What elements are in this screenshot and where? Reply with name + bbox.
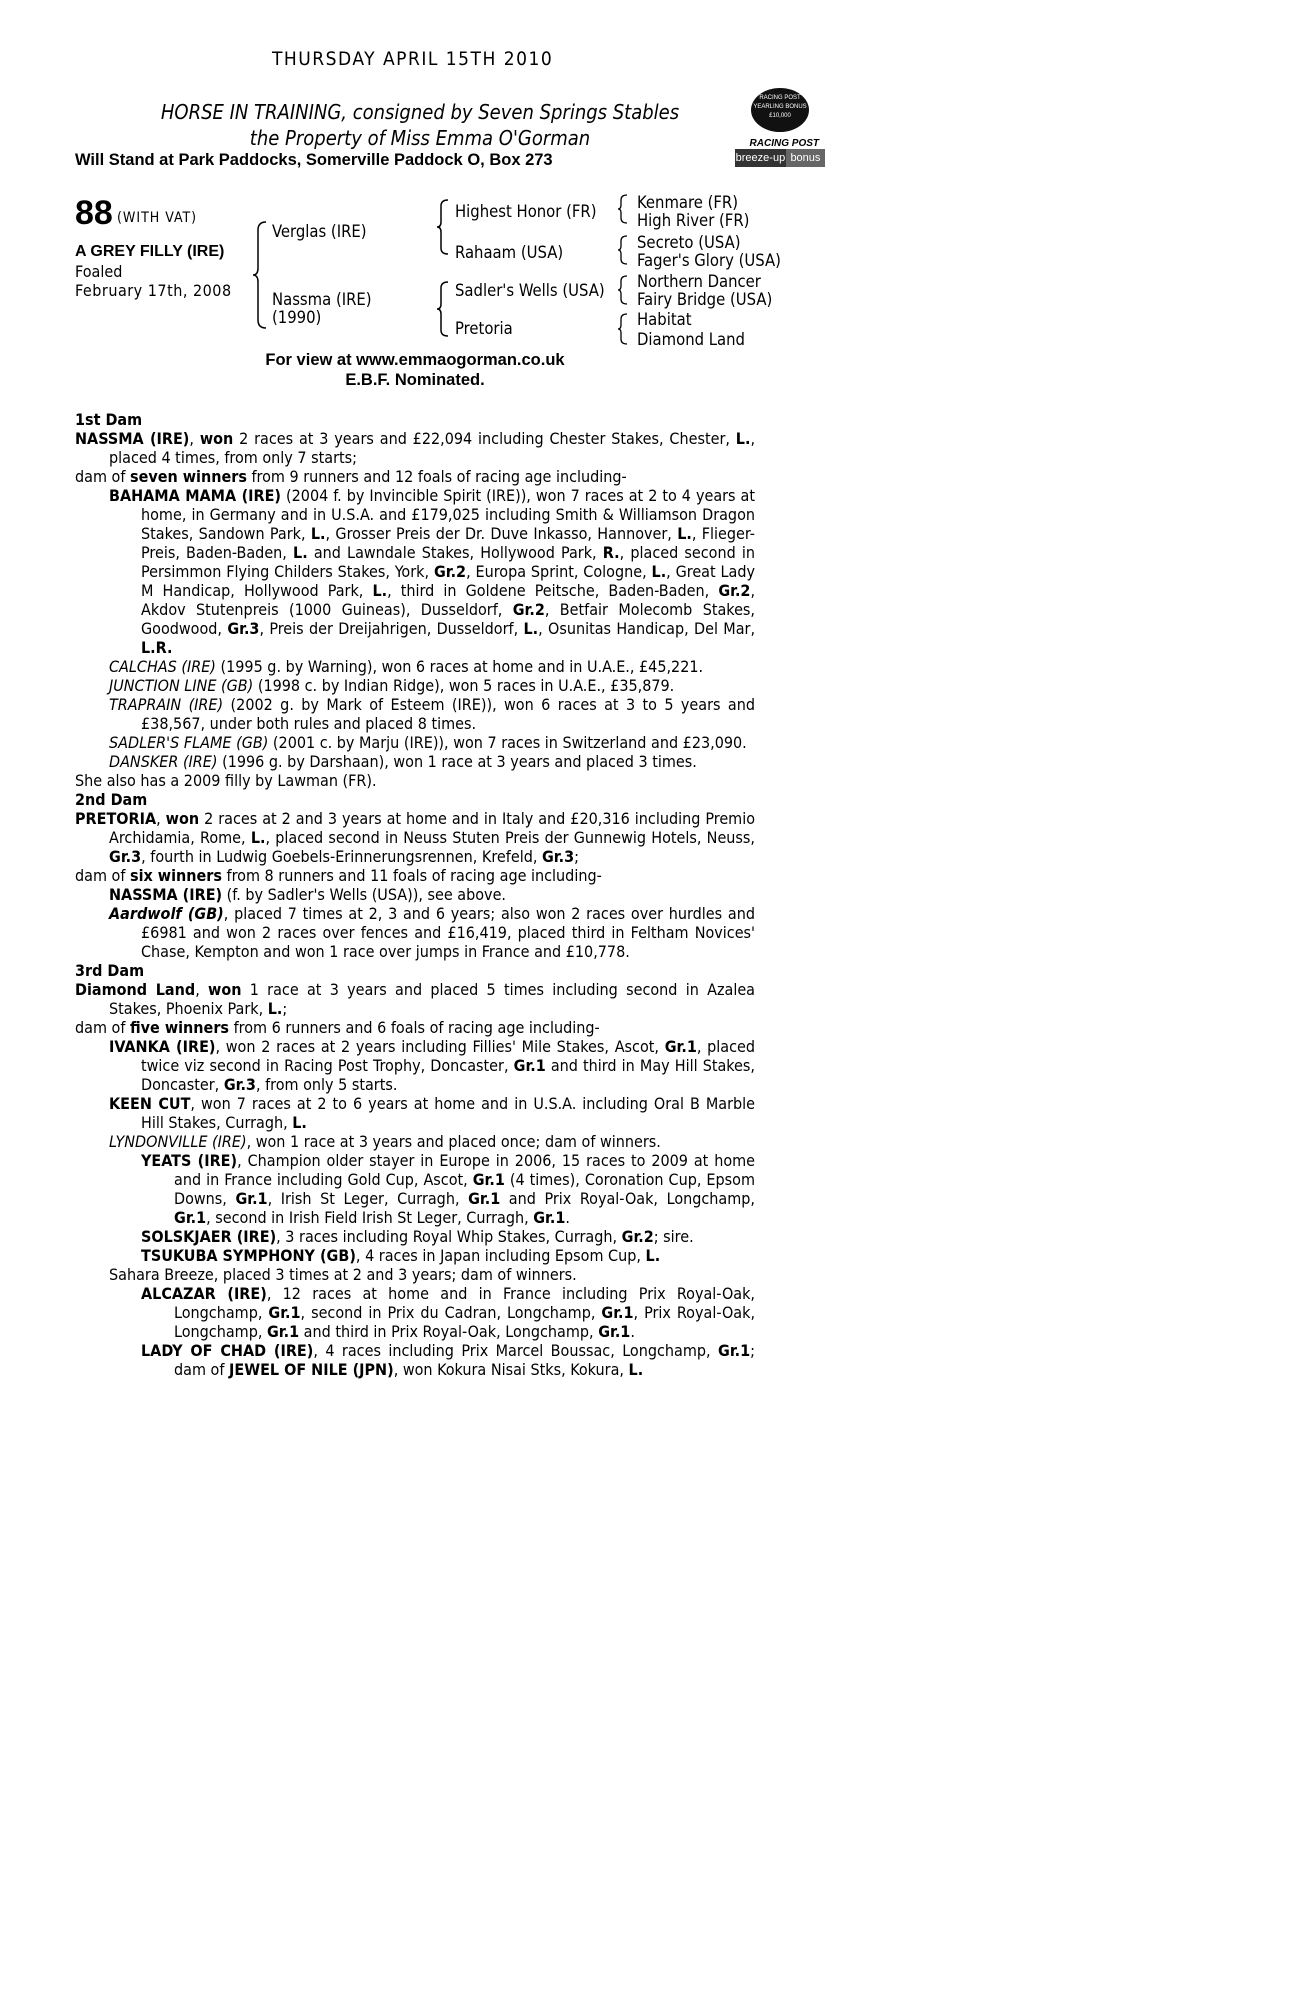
pedigree-brace-ss: [617, 194, 629, 224]
pedigree-sire-sire: Highest Honor (FR): [455, 202, 597, 221]
produce-bahama-mama: BAHAMA MAMA (IRE) (2004 f. by Invincible Spirit (IRE)), won 7 races at 2 to 4 years at home, in Germany and in U.S.A. and £179,025 including Smith & Williamson Dragon Stakes, Sandown Park, L., Grosser Preis der Dr. Duve Inkasso, Hannover, L., Flieger-Preis, Baden-Baden, L. and Lawndale Stakes, Hollywood Park, R., placed second in Persimmon Flying Childers Stakes, York, Gr.2, Europa Sprint, Cologne, L., Great Lady M Handicap, Hollywood Park, L., third in Goldene Peitsche, Baden-Baden, Gr.2, Akdov Stutenpreis (1000 Guineas), Dusseldorf, Gr.2, Betfair Molecomb Stakes, Goodwood, Gr.3, Preis der Dreijahrigen, Dusseldorf, L., Osunitas Handicap, Del Mar, L.R.: [109, 486, 756, 657]
dam1-note: She also has a 2009 filly by Lawman (FR).: [75, 771, 377, 790]
pedigree-brace-ds: [617, 275, 629, 305]
pedigree-sdd: Fager's Glory (USA): [637, 251, 781, 270]
bonus-label: bonus: [786, 149, 825, 167]
produce-aardwolf: Aardwolf (GB), placed 7 times at 2, 3 and 6 years; also won 2 races over hurdles and £6981 and won 2 races over fences and £16,419, placed third in Feltham Novices' Chase, Kempton and won 1 race over jumps in France and £10,778.: [109, 904, 755, 961]
pedigree-dss: Northern Dancer: [637, 272, 761, 291]
dam2-produce: dam of six winners from 8 runners and 11 foals of racing age including-: [75, 866, 602, 885]
produce-sadlers-flame: SADLER'S FLAME (GB) (2001 c. by Marju (IRE)), won 7 races in Switzerland and £23,090.: [109, 733, 747, 752]
dam2-title: 2nd Dam: [75, 790, 148, 809]
pedigree-brace-sd: [617, 235, 629, 265]
pedigree-dam-year: (1990): [272, 308, 322, 327]
pedigree-brace-dd: [617, 313, 629, 345]
dam3-title: 3rd Dam: [75, 961, 145, 980]
produce-calchas: CALCHAS (IRE) (1995 g. by Warning), won 6 races at home and in U.A.E., £45,221.: [109, 657, 704, 676]
yearling-bonus-badge-icon: RACING POST YEARLING BONUS £10,000: [751, 88, 809, 132]
pedigree-dam-sire: Sadler's Wells (USA): [455, 281, 605, 300]
racing-post-wordmark: RACING POST: [749, 138, 819, 149]
pedigree-ddd: Diamond Land: [637, 330, 745, 349]
produce-solskjaer: SOLSKJAER (IRE), 3 races including Royal Whip Stakes, Curragh, Gr.2; sire.: [141, 1227, 694, 1246]
foaled-label: Foaled: [75, 262, 123, 281]
pedigree-ssd: High River (FR): [637, 211, 750, 230]
breeze-up-label: breeze-up: [735, 149, 786, 167]
pedigree-brace-dam: [436, 280, 450, 338]
pedigree-dam-dam: Pretoria: [455, 319, 513, 338]
produce-yeats: YEATS (IRE), Champion older stayer in Europe in 2006, 15 races to 2009 at home and in France including Gold Cup, Ascot, Gr.1 (4 times), Coronation Cup, Epsom Downs, Gr.1, Irish St Leger, Curragh, Gr.1 and Prix Royal-Oak, Longchamp, Gr.1, second in Irish Field Irish St Leger, Curragh, Gr.1.: [141, 1151, 756, 1227]
dam1-title: 1st Dam: [75, 410, 143, 429]
owner-line: the Property of Miss Emma O'Gorman: [249, 126, 591, 150]
produce-traprain: TRAPRAIN (IRE) (2002 g. by Mark of Esteem (IRE)), won 6 races at 3 to 5 years and £38,567, under both rules and placed 8 times.: [109, 695, 755, 733]
produce-alcazar: ALCAZAR (IRE), 12 races at home and in France including Prix Royal-Oak, Longchamp, Gr.1, second in Prix du Cadran, Longchamp, Gr.1, Prix Royal-Oak, Longchamp, Gr.1 and third in Prix Royal-Oak, Longchamp, Gr.1.: [141, 1284, 756, 1341]
dam1-produce: dam of seven winners from 9 runners and 12 foals of racing age including-: [75, 467, 627, 486]
produce-sahara-breeze: Sahara Breeze, placed 3 times at 2 and 3 years; dam of winners.: [109, 1265, 577, 1284]
view-link: For view at www.emmaogorman.co.uk: [265, 351, 565, 369]
pedigree-sds: Secreto (USA): [637, 233, 741, 252]
racing-post-logo: [735, 88, 825, 167]
pedigree-sire: Verglas (IRE): [272, 222, 367, 241]
pedigree-dsd: Fairy Bridge (USA): [637, 290, 773, 309]
produce-tsukuba-symphony: TSUKUBA SYMPHONY (GB), 4 races in Japan including Epsom Cup, L.: [141, 1246, 661, 1265]
produce-dansker: DANSKER (IRE) (1996 g. by Darshaan), won 1 race at 3 years and placed 3 times.: [109, 752, 697, 771]
stabling-line: Will Stand at Park Paddocks, Somerville Paddock O, Box 273: [75, 151, 553, 169]
pedigree-dds: Habitat: [637, 310, 692, 329]
dam3-produce: dam of five winners from 6 runners and 6 foals of racing age including-: [75, 1018, 600, 1037]
produce-keen-cut: KEEN CUT, won 7 races at 2 to 6 years at home and in U.S.A. including Oral B Marble Hill Stakes, Curragh, L.: [109, 1094, 756, 1132]
produce-lyndonville: LYNDONVILLE (IRE), won 1 race at 3 years and placed once; dam of winners.: [109, 1132, 661, 1151]
pedigree-brace-main: [252, 220, 268, 330]
produce-lady-of-chad: LADY OF CHAD (IRE), 4 races including Prix Marcel Boussac, Longchamp, Gr.1; dam of JEWEL OF NILE (JPN), won Kokura Nisai Stks, Kokura, L.: [141, 1341, 756, 1379]
lot-number: 88: [75, 194, 113, 232]
pedigree-sss: Kenmare (FR): [637, 193, 739, 212]
produce-nassma: NASSMA (IRE) (f. by Sadler's Wells (USA)), see above.: [109, 885, 506, 904]
consignment-block: [150, 100, 690, 150]
pedigree-sire-dam: Rahaam (USA): [455, 243, 564, 262]
lot-description: A GREY FILLY (IRE): [75, 243, 225, 260]
pedigree-brace-sire: [436, 198, 450, 256]
produce-junction-line: JUNCTION LINE (GB) (1998 c. by Indian Ridge), won 5 races in U.A.E., £35,879.: [109, 676, 675, 695]
dam3-record: Diamond Land, won 1 race at 3 years and placed 5 times including second in Azalea Stakes, Phoenix Park, L.;: [75, 980, 755, 1018]
catalogue-body: [75, 410, 755, 1379]
dam1-record: NASSMA (IRE), won 2 races at 3 years and £22,094 including Chester Stakes, Chester, L., placed 4 times, from only 7 starts;: [75, 429, 756, 467]
sale-date: THURSDAY APRIL 15TH 2010: [272, 48, 554, 70]
produce-ivanka: IVANKA (IRE), won 2 races at 2 years including Fillies' Mile Stakes, Ascot, Gr.1, placed twice viz second in Racing Post Trophy, Doncaster, Gr.1 and third in May Hill Stakes, Doncaster, Gr.3, from only 5 starts.: [109, 1037, 756, 1094]
vat-note: (WITH VAT): [117, 210, 198, 226]
ebf-note: E.B.F. Nominated.: [345, 371, 485, 389]
dam2-record: PRETORIA, won 2 races at 2 and 3 years at home and in Italy and £20,316 including Premio Archidamia, Rome, L., placed second in Neuss Stuten Preis der Gunnewig Hotels, Neuss, Gr.3, fourth in Ludwig Goebels-Erinnerungsrennen, Krefeld, Gr.3;: [75, 809, 756, 866]
foaled-date: February 17th, 2008: [75, 281, 232, 300]
pedigree-dam: Nassma (IRE): [272, 290, 372, 309]
view-info: [75, 350, 755, 390]
consignor-line: HORSE IN TRAINING, consigned by Seven Springs Stables: [160, 100, 680, 124]
